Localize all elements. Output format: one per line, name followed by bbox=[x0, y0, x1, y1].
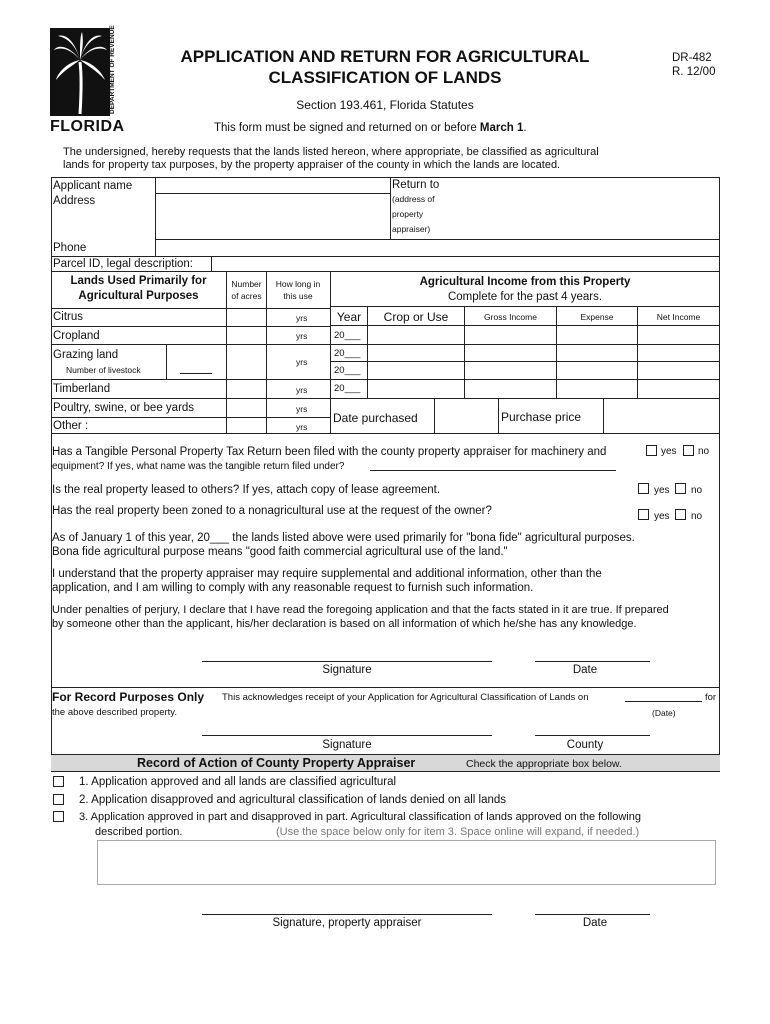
appraiser-date-field[interactable] bbox=[535, 894, 650, 914]
col-year: Year bbox=[336, 310, 362, 324]
row-cropland-label: Cropland bbox=[53, 330, 100, 342]
row-grazing-label: Grazing land bbox=[53, 349, 119, 361]
q1-no-label: no bbox=[698, 446, 710, 457]
record-signature-label: Signature bbox=[322, 739, 372, 751]
logo-dept-text: DEPARTMENT OF REVENUE bbox=[109, 25, 116, 114]
applicant-date-field[interactable] bbox=[535, 640, 650, 660]
appraiser-signature-label: Signature, property appraiser bbox=[272, 917, 422, 929]
livestock-field[interactable] bbox=[180, 373, 212, 374]
col-expense: Expense bbox=[580, 312, 614, 322]
income-title: Agricultural Income from this Property bbox=[419, 276, 631, 288]
purchase-price-field[interactable] bbox=[605, 400, 718, 432]
action-instruction: Check the appropriate box below. bbox=[466, 758, 622, 770]
declaration-perjury-2: by someone other than the applicant, his/her declaration is based on all information of which he/she has any knowledge. bbox=[52, 618, 637, 630]
record-date-field[interactable] bbox=[625, 701, 702, 702]
q3-no-checkbox[interactable] bbox=[675, 509, 686, 520]
question-tangible-line2: equipment? If yes, what name was the tangible return filed under? bbox=[52, 461, 345, 472]
row-cropland-unit: yrs bbox=[296, 331, 308, 341]
row-timberland-unit: yrs bbox=[296, 385, 308, 395]
appraiser-signature-field[interactable] bbox=[202, 894, 492, 914]
question-leased: Is the real property leased to others? If yes, attach copy of lease agreement. bbox=[52, 484, 441, 496]
row-other-unit: yrs bbox=[296, 422, 308, 432]
record-date-hint: (Date) bbox=[652, 708, 676, 718]
col-gross: Gross Income bbox=[484, 312, 537, 322]
action-item3-line2: described portion. bbox=[95, 826, 183, 838]
income-subtitle: Complete for the past 4 years. bbox=[447, 291, 603, 303]
q3-no-label: no bbox=[691, 511, 703, 522]
intro-line1: The undersigned, hereby requests that the lands listed hereon, where appropriate, be classified as agricultural bbox=[63, 146, 599, 158]
q2-no-label: no bbox=[691, 485, 703, 496]
question-zoned: Has the real property been zoned to a nonagricultural use at the request of the owner? bbox=[52, 505, 492, 517]
declaration-perjury-1: Under penalties of perjury, I declare that I have read the foregoing application and that the facts stated in it are true. If prepared bbox=[52, 604, 669, 616]
row-grazing-sub: Number of livestock bbox=[66, 365, 141, 375]
q2-no-checkbox[interactable] bbox=[675, 483, 686, 494]
action-item2-label: 2. Application disapproved and agricultural classification of lands denied on all lands bbox=[79, 794, 507, 806]
q1-yes-checkbox[interactable] bbox=[646, 445, 657, 456]
action-item1-label: 1. Application approved and all lands are classified agricultural bbox=[79, 776, 397, 788]
q2-yes-label: yes bbox=[654, 485, 670, 496]
declaration-info-1: I understand that the property appraiser may require supplemental and additional information, other than the bbox=[52, 568, 602, 580]
date-label: Date bbox=[572, 664, 598, 676]
row-grazing-unit: yrs bbox=[296, 357, 308, 367]
date-purchased-label: Date purchased bbox=[333, 411, 418, 425]
row-poultry-unit: yrs bbox=[296, 404, 308, 414]
parcel-label: Parcel ID, legal description: bbox=[53, 258, 193, 270]
record-signature-field[interactable] bbox=[202, 715, 492, 735]
signature-label: Signature bbox=[322, 664, 372, 676]
intro-line2: lands for property tax purposes, by the property appraiser of the county in which the lands are located. bbox=[63, 159, 561, 171]
form-revision: R. 12/00 bbox=[672, 66, 716, 78]
appraiser-date-label: Date bbox=[582, 917, 608, 929]
action-item1-checkbox[interactable] bbox=[53, 776, 64, 787]
address-field[interactable] bbox=[157, 195, 389, 238]
row-citrus-unit: yrs bbox=[296, 313, 308, 323]
declaration-info-2: application, and I am willing to comply with any reasonable request to furnish such information. bbox=[52, 582, 534, 594]
q3-yes-label: yes bbox=[654, 511, 670, 522]
action-item2-checkbox[interactable] bbox=[53, 794, 64, 805]
deadline-notice: This form must be signed and returned on or before March 1. bbox=[214, 122, 527, 134]
year-row-3[interactable]: 20___ bbox=[334, 365, 361, 376]
record-title: For Record Purposes Only bbox=[52, 690, 205, 704]
florida-logo bbox=[50, 25, 125, 136]
year-row-4[interactable]: 20___ bbox=[334, 383, 361, 394]
form-title-line1: APPLICATION AND RETURN FOR AGRICULTURAL bbox=[180, 47, 590, 66]
logo-state: FLORIDA bbox=[50, 118, 125, 135]
record-for: for bbox=[705, 692, 717, 703]
q3-yes-checkbox[interactable] bbox=[638, 509, 649, 520]
phone-label: Phone bbox=[53, 242, 87, 254]
q2-yes-checkbox[interactable] bbox=[638, 483, 649, 494]
year-row-2[interactable]: 20___ bbox=[334, 348, 361, 359]
col-crop: Crop or Use bbox=[383, 310, 449, 324]
record-text: This acknowledges receipt of your Application for Agricultural Classification of Lands on bbox=[222, 692, 589, 703]
applicant-name-field[interactable] bbox=[157, 178, 389, 192]
tangible-name-field[interactable] bbox=[370, 470, 616, 471]
acres-header: Number of acres bbox=[231, 279, 262, 301]
row-poultry-label: Poultry, swine, or bee yards bbox=[53, 402, 195, 414]
q1-yes-label: yes bbox=[661, 446, 677, 457]
action-title: Record of Action of County Property Appraiser bbox=[137, 756, 416, 770]
deadline-date: March 1 bbox=[479, 122, 524, 134]
declaration-bonafide-1: As of January 1 of this year, 20___ the lands listed above were used primarily for "bona fide" agricultural purposes. bbox=[52, 532, 635, 544]
record-county-label: County bbox=[566, 739, 604, 751]
lands-header: Lands Used Primarily for Agricultural Purposes bbox=[70, 275, 207, 302]
record-county-field[interactable] bbox=[535, 715, 650, 735]
declaration-bonafide-2: Bona fide agricultural purpose means "good faith commercial agricultural use of the land." bbox=[52, 546, 508, 558]
return-to-label: Return to (address of property appraiser) bbox=[392, 179, 440, 234]
row-timberland-label: Timberland bbox=[53, 383, 111, 395]
form-title-line2: CLASSIFICATION OF LANDS bbox=[268, 68, 502, 87]
applicant-signature-field[interactable] bbox=[202, 640, 492, 660]
record-line2: the above described property. bbox=[52, 707, 177, 718]
row-other-label: Other : bbox=[53, 420, 89, 432]
approved-portion-textarea[interactable] bbox=[97, 840, 716, 885]
phone-field[interactable] bbox=[157, 241, 717, 255]
howlong-header: How long in this use bbox=[275, 279, 321, 301]
form-title bbox=[160, 46, 610, 88]
q1-no-checkbox[interactable] bbox=[683, 445, 694, 456]
col-net: Net Income bbox=[656, 312, 701, 322]
row-citrus-label: Citrus bbox=[53, 311, 84, 323]
statute-reference: Section 193.461, Florida Statutes bbox=[296, 98, 474, 112]
applicant-name-label: Applicant name bbox=[53, 180, 133, 192]
address-label: Address bbox=[53, 195, 96, 207]
question-tangible-line1: Has a Tangible Personal Property Tax Return been filed with the county property appraiser for machinery and bbox=[52, 446, 607, 458]
action-item3-hint: (Use the space below only for item 3. Space online will expand, if needed.) bbox=[276, 826, 640, 838]
action-item3-checkbox[interactable] bbox=[53, 811, 64, 822]
form-number: DR-482 bbox=[672, 52, 712, 64]
purchase-price-label: Purchase price bbox=[501, 410, 582, 424]
action-item3-line1: 3. Application approved in part and disapproved in part. Agricultural classification of lands approved on the following bbox=[79, 811, 641, 823]
year-row-1[interactable]: 20___ bbox=[334, 330, 361, 341]
date-purchased-field[interactable] bbox=[436, 400, 497, 432]
parcel-field[interactable] bbox=[213, 257, 717, 270]
